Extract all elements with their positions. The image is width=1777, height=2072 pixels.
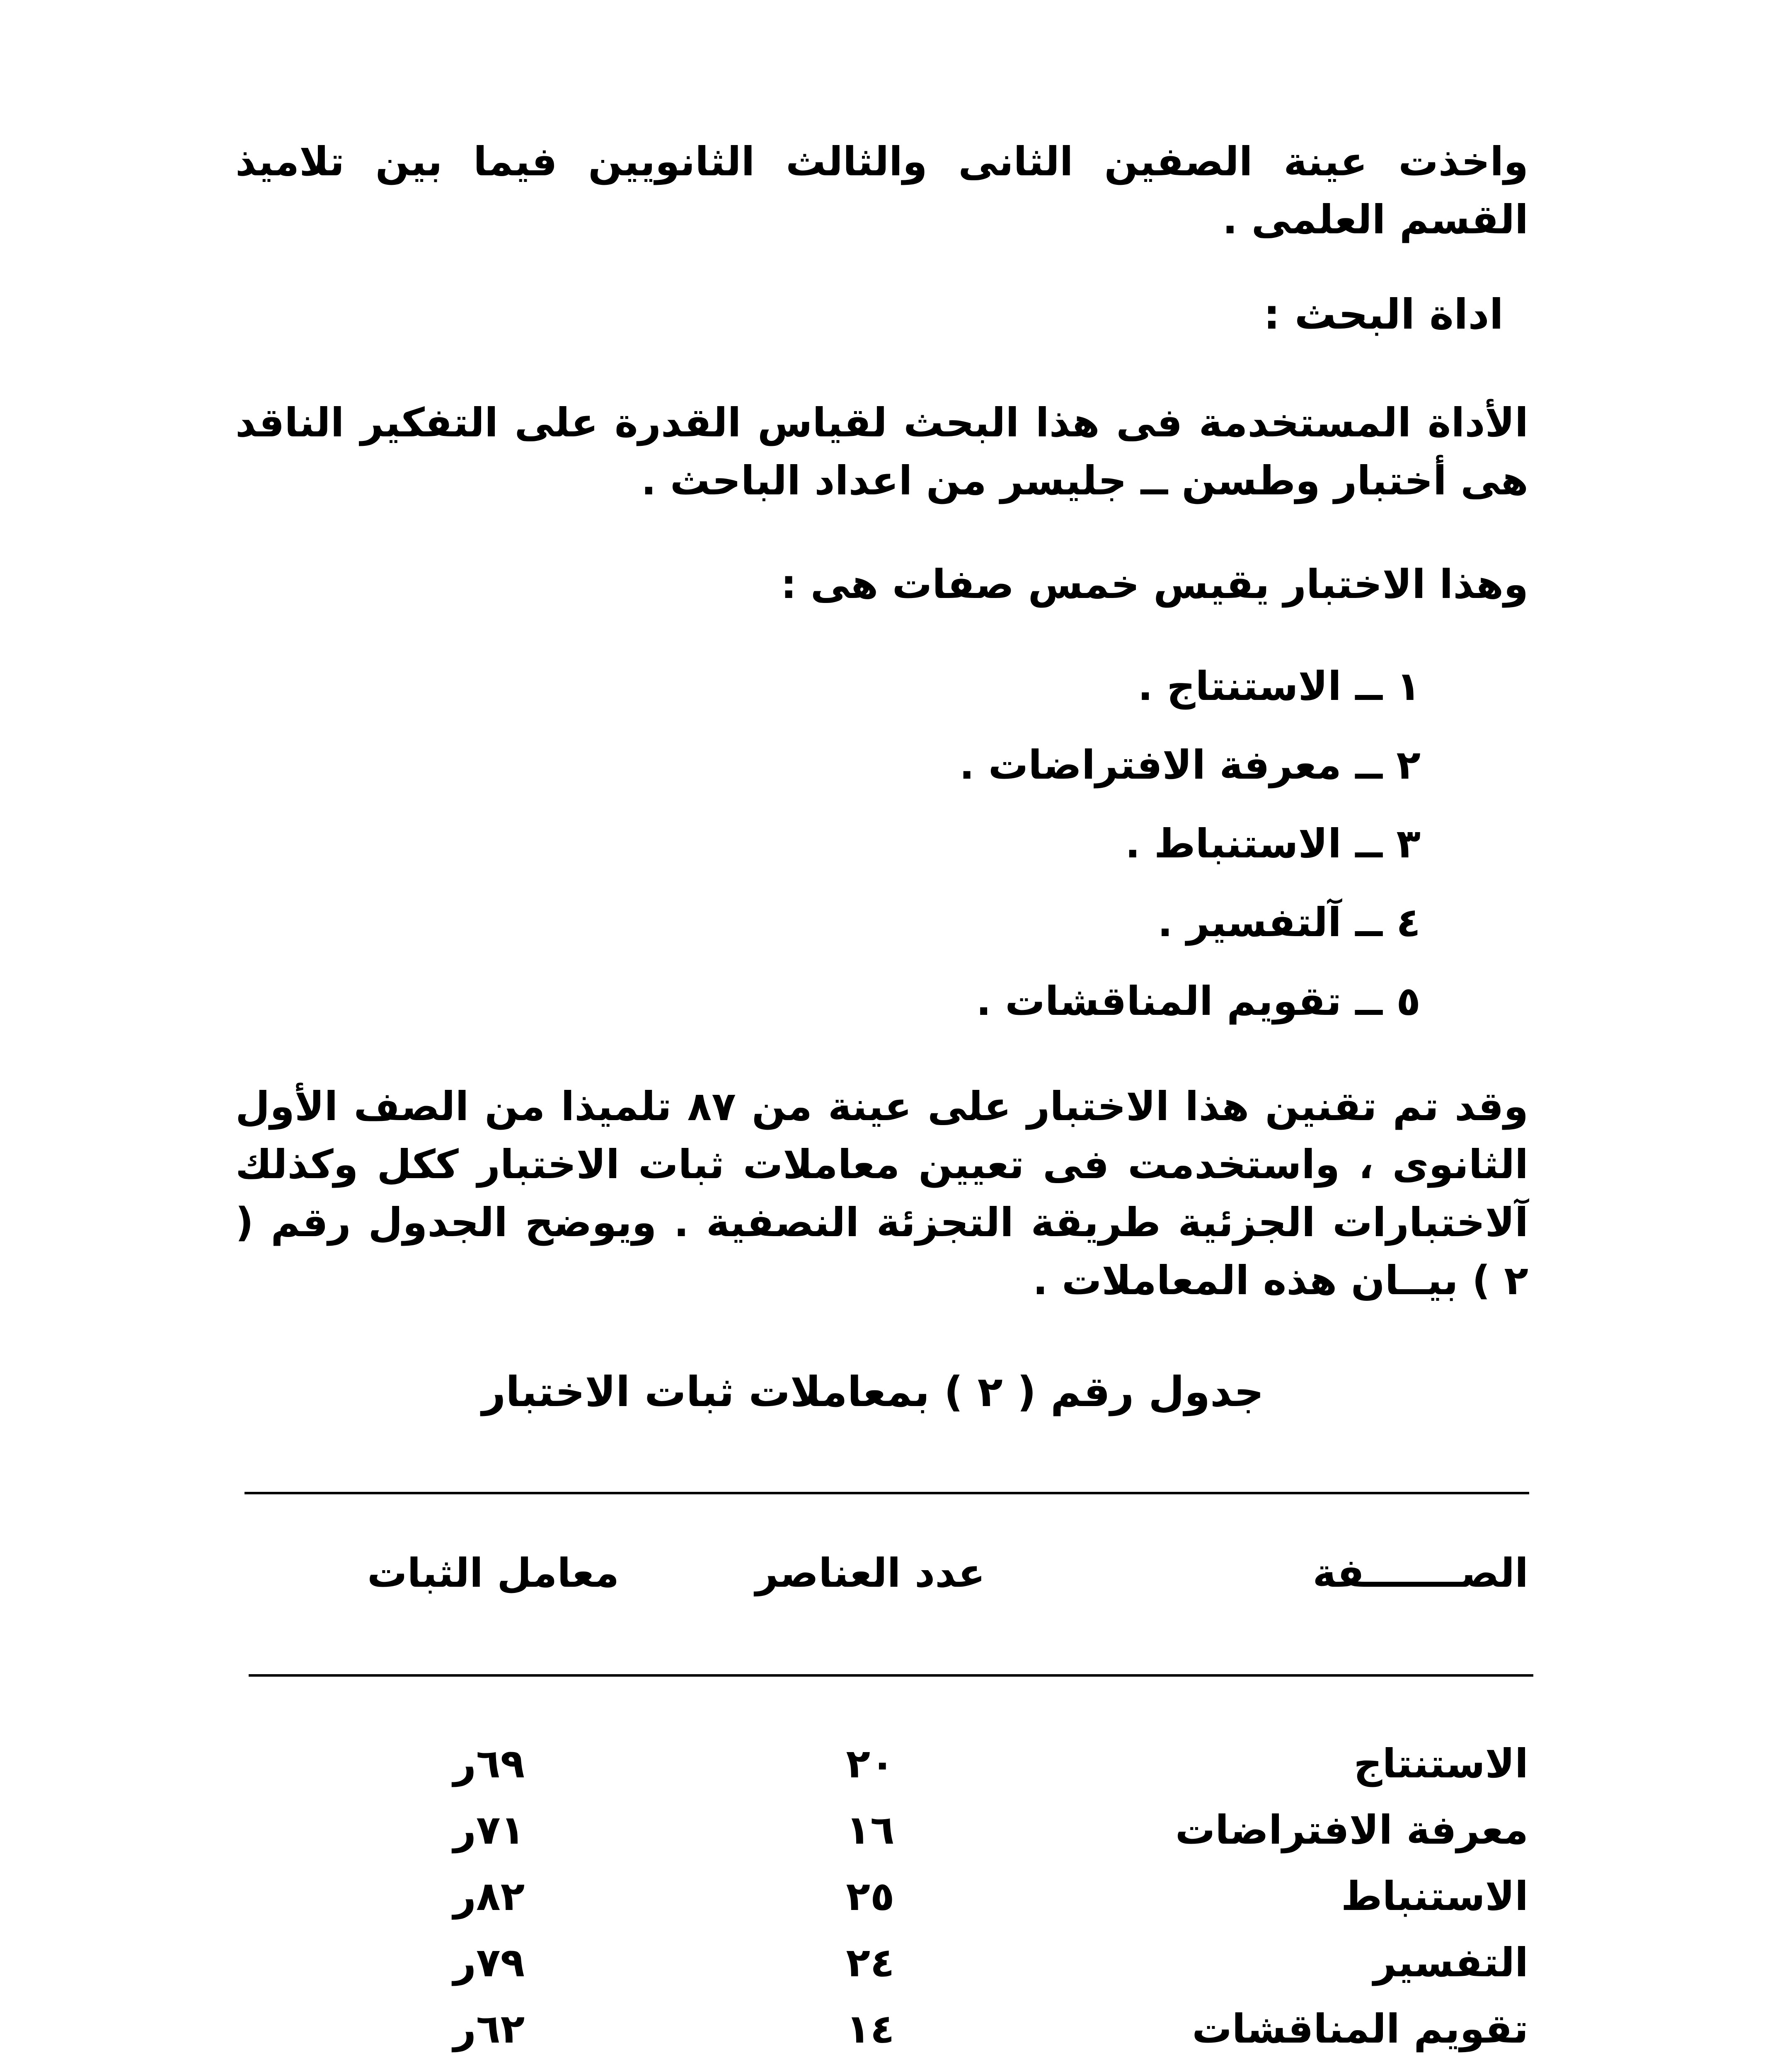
table-cell-coefficient: ٨٢ر bbox=[453, 1873, 525, 1920]
table-top-rule bbox=[245, 1492, 1529, 1494]
table-cell-trait: الاستنتاج bbox=[1353, 1740, 1528, 1787]
table-cell-coefficient: ٦٩ر bbox=[453, 1740, 525, 1787]
table-cell-trait: الاستنباط bbox=[1341, 1873, 1528, 1920]
paragraph-standardization: وقد تم تقنين هذا الاختبار على عينة من ٨٧ تلميذا من الصف الأول الثانوى ، واستخدمت فى تعيين معاملات ثبات الاختبار ككل وكذلك آلاختبارات الجزئية طريقة التجزئة النصفية . ويوضح الجدول رقم ( ٢ ) بيــان هذه المعاملات . bbox=[235, 1083, 1528, 1304]
table-caption: جدول رقم ( ٢ ) بمعاملات ثبات الاختبار bbox=[482, 1368, 1264, 1416]
table-cell-count: ٢٥ bbox=[846, 1873, 895, 1920]
table-cell-count: ١٤ bbox=[846, 2006, 895, 2052]
list-item-5: ٥ ــ تقويم المناقشات . bbox=[976, 978, 1421, 1024]
list-item-2: ٢ ــ معرفة الافتراضات . bbox=[959, 742, 1421, 788]
paragraph-traits-intro: وهذا الاختبار يقيس خمس صفات هى : bbox=[780, 561, 1528, 608]
list-item-4: ٤ ــ آلتفسير . bbox=[1157, 899, 1421, 946]
table-cell-coefficient: ٧٩ر bbox=[453, 1939, 525, 1986]
table-cell-trait: التفسير bbox=[1373, 1939, 1528, 1986]
paragraph-sample: واخذت عينة الصفين الثانى والثالث الثانويين فيما بين تلاميذ القسم العلمى . bbox=[235, 138, 1528, 243]
table-cell-coefficient: ٦٢ر bbox=[453, 2006, 525, 2052]
column-header-trait: الصـــــــفة bbox=[1312, 1550, 1528, 1596]
table-cell-count: ١٦ bbox=[846, 1807, 895, 1853]
table-cell-coefficient: ٧١ر bbox=[453, 1807, 525, 1853]
paragraph-tool-description: الأداة المستخدمة فى هذا البحث لقياس القدرة على التفكير الناقد هى أختبار وطسن ــ جليسر من اعداد الباحث . bbox=[235, 399, 1528, 504]
section-heading-research-tool: اداة البحث : bbox=[1263, 290, 1503, 339]
table-cell-count: ٢٠ bbox=[846, 1740, 895, 1787]
column-header-coefficient: معامل الثبات bbox=[367, 1550, 620, 1596]
list-item-3: ٣ ــ الاستنباط . bbox=[1125, 821, 1421, 867]
column-header-count: عدد العناصر bbox=[755, 1550, 985, 1596]
list-item-1: ١ ــ الاستنتاج . bbox=[1138, 663, 1421, 709]
table-cell-count: ٢٤ bbox=[846, 1939, 895, 1986]
table-cell-trait: تقويم المناقشات bbox=[1192, 2006, 1528, 2052]
table-cell-trait: معرفة الافتراضات bbox=[1175, 1807, 1528, 1853]
table-header-rule bbox=[249, 1674, 1533, 1677]
